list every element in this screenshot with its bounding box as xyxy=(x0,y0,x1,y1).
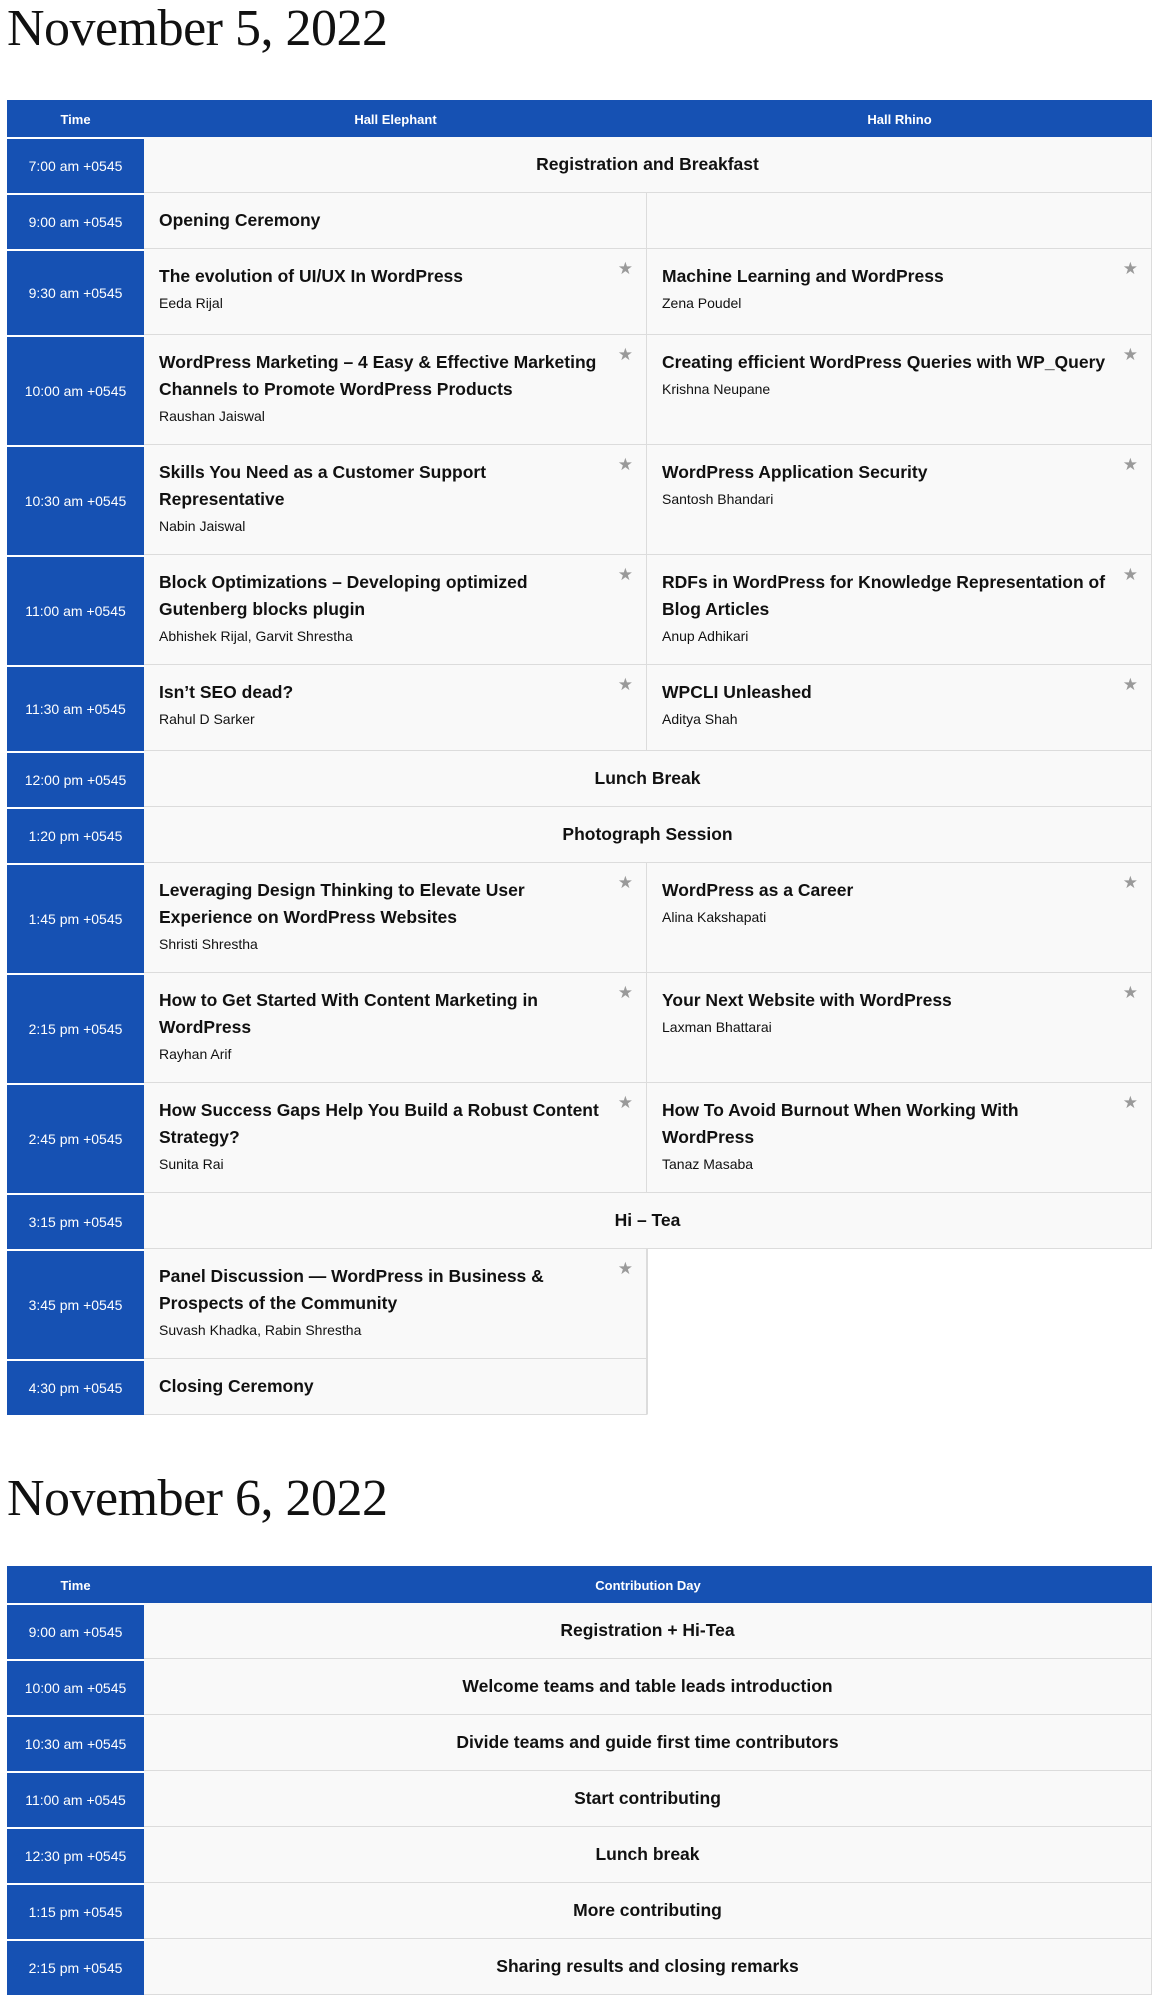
session-speakers: Shristi Shrestha xyxy=(159,936,258,952)
header-hall-elephant: Hall Elephant xyxy=(144,100,647,137)
time-slot: 10:30 am +0545 xyxy=(7,445,144,555)
time-slot: 3:15 pm +0545 xyxy=(7,1193,144,1249)
session-cell xyxy=(647,555,1152,665)
time-slot: 11:00 am +0545 xyxy=(7,1771,144,1827)
session-cell xyxy=(144,863,647,973)
star-icon[interactable]: ★ xyxy=(617,1093,633,1112)
session-cell xyxy=(647,863,1152,973)
session-title: Start contributing xyxy=(574,1788,721,1808)
session-speakers: Nabin Jaiswal xyxy=(159,518,246,534)
session-cell xyxy=(144,193,647,249)
session-cell xyxy=(144,335,647,445)
day-1-schedule-grid xyxy=(7,100,1152,1415)
session-cell xyxy=(144,1659,1152,1715)
star-icon[interactable]: ★ xyxy=(617,259,633,278)
session-title: Isn’t SEO dead? xyxy=(159,682,294,702)
session-cell xyxy=(647,973,1152,1083)
session-speakers: Raushan Jaiswal xyxy=(159,408,265,424)
session-cell xyxy=(144,1771,1152,1827)
star-icon[interactable]: ★ xyxy=(1122,873,1138,892)
star-icon[interactable]: ★ xyxy=(1122,455,1138,474)
session-speakers: Santosh Bhandari xyxy=(662,491,774,507)
session-cell xyxy=(647,665,1152,751)
star-icon[interactable]: ★ xyxy=(1122,1093,1138,1112)
time-slot: 1:15 pm +0545 xyxy=(7,1883,144,1939)
session-speakers: Aditya Shah xyxy=(662,711,738,727)
time-slot: 12:00 pm +0545 xyxy=(7,751,144,807)
session-title: Registration + Hi-Tea xyxy=(560,1620,735,1640)
time-slot: 10:30 am +0545 xyxy=(7,1715,144,1771)
session-cell xyxy=(144,555,647,665)
break-cell xyxy=(144,137,1152,193)
session-title: Leveraging Design Thinking to Elevate User Experience on WordPress Websites xyxy=(159,880,525,927)
star-icon[interactable]: ★ xyxy=(617,565,633,584)
session-speakers: Rayhan Arif xyxy=(159,1046,232,1062)
time-slot: 2:15 pm +0545 xyxy=(7,1939,144,1995)
session-speakers: Sunita Rai xyxy=(159,1156,224,1172)
session-title: More contributing xyxy=(573,1900,722,1920)
star-icon[interactable]: ★ xyxy=(617,983,633,1002)
session-title: Block Optimizations – Developing optimized Gutenberg blocks plugin xyxy=(159,572,528,619)
time-slot: 9:00 am +0545 xyxy=(7,193,144,249)
session-cell xyxy=(144,1827,1152,1883)
session-cell xyxy=(647,335,1152,445)
time-slot: 10:00 am +0545 xyxy=(7,1659,144,1715)
time-slot: 11:00 am +0545 xyxy=(7,555,144,665)
session-cell xyxy=(144,445,647,555)
session-title: Lunch break xyxy=(595,1844,700,1864)
header-contribution-day: Contribution Day xyxy=(144,1566,1152,1603)
time-slot: 9:30 am +0545 xyxy=(7,249,144,335)
session-title: RDFs in WordPress for Knowledge Representation of Blog Articles xyxy=(662,572,1106,619)
session-cell xyxy=(647,1083,1152,1193)
session-cell xyxy=(144,665,647,751)
time-slot: 1:20 pm +0545 xyxy=(7,807,144,863)
empty-cell xyxy=(647,1249,1152,1415)
session-cell xyxy=(144,1359,647,1415)
star-icon[interactable]: ★ xyxy=(617,873,633,892)
session-speakers: Laxman Bhattarai xyxy=(662,1019,772,1035)
session-speakers: Abhishek Rijal, Garvit Shrestha xyxy=(159,628,353,644)
session-title: The evolution of UI/UX In WordPress xyxy=(159,266,464,286)
time-slot: 11:30 am +0545 xyxy=(7,665,144,751)
time-slot: 12:30 pm +0545 xyxy=(7,1827,144,1883)
star-icon[interactable]: ★ xyxy=(1122,259,1138,278)
session-cell xyxy=(144,1249,647,1359)
session-title: Your Next Website with WordPress xyxy=(662,990,952,1010)
session-cell xyxy=(144,1083,647,1193)
session-title: WPCLI Unleashed xyxy=(662,682,812,702)
header-time: Time xyxy=(7,1566,144,1603)
header-time: Time xyxy=(7,100,144,137)
break-title: Lunch Break xyxy=(594,768,701,788)
session-title: Creating efficient WordPress Queries with WP_Query xyxy=(662,352,1106,372)
session-title: WordPress Marketing – 4 Easy & Effective Marketing Channels to Promote WordPress Products xyxy=(159,352,597,399)
session-cell xyxy=(647,445,1152,555)
session-cell xyxy=(144,1603,1152,1659)
star-icon[interactable]: ★ xyxy=(1122,565,1138,584)
session-speakers: Eeda Rijal xyxy=(159,295,223,311)
break-cell xyxy=(144,807,1152,863)
session-title: Closing Ceremony xyxy=(159,1376,314,1396)
session-cell xyxy=(144,973,647,1083)
session-title: Machine Learning and WordPress xyxy=(662,266,944,286)
session-title: WordPress Application Security xyxy=(662,462,928,482)
day-1-title: November 5, 2022 xyxy=(7,0,388,57)
time-slot: 4:30 pm +0545 xyxy=(7,1359,144,1415)
break-title: Registration and Breakfast xyxy=(536,154,759,174)
star-icon[interactable]: ★ xyxy=(617,345,633,364)
session-cell xyxy=(144,249,647,335)
star-icon[interactable]: ★ xyxy=(1122,345,1138,364)
session-cell xyxy=(144,1883,1152,1939)
session-title: WordPress as a Career xyxy=(662,880,854,900)
session-cell xyxy=(647,249,1152,335)
time-slot: 7:00 am +0545 xyxy=(7,137,144,193)
time-slot: 1:45 pm +0545 xyxy=(7,863,144,973)
time-slot: 3:45 pm +0545 xyxy=(7,1249,144,1359)
session-title: Welcome teams and table leads introduction xyxy=(462,1676,833,1696)
time-slot: 2:15 pm +0545 xyxy=(7,973,144,1083)
session-cell xyxy=(144,1715,1152,1771)
session-title: How Success Gaps Help You Build a Robust Content Strategy? xyxy=(159,1100,599,1147)
day-2-title: November 6, 2022 xyxy=(7,1470,388,1527)
day-2-schedule-grid xyxy=(7,1566,1152,1995)
session-title: How to Get Started With Content Marketing in WordPress xyxy=(159,990,539,1037)
star-icon[interactable]: ★ xyxy=(1122,983,1138,1002)
star-icon[interactable]: ★ xyxy=(617,455,633,474)
session-title: Panel Discussion — WordPress in Business & Prospects of the Community xyxy=(159,1266,544,1313)
session-speakers: Tanaz Masaba xyxy=(662,1156,754,1172)
session-speakers: Anup Adhikari xyxy=(662,628,749,644)
session-speakers: Rahul D Sarker xyxy=(159,711,255,727)
session-title: Sharing results and closing remarks xyxy=(496,1956,799,1976)
time-slot: 9:00 am +0545 xyxy=(7,1603,144,1659)
session-speakers: Krishna Neupane xyxy=(662,381,771,397)
session-title: Divide teams and guide first time contributors xyxy=(456,1732,839,1752)
break-cell xyxy=(144,1193,1152,1249)
break-cell xyxy=(144,751,1152,807)
empty-cell xyxy=(647,193,1152,249)
session-speakers: Suvash Khadka, Rabin Shrestha xyxy=(159,1322,362,1338)
session-title: Opening Ceremony xyxy=(159,210,321,230)
star-icon[interactable]: ★ xyxy=(1122,675,1138,694)
session-speakers: Zena Poudel xyxy=(662,295,742,311)
time-slot: 10:00 am +0545 xyxy=(7,335,144,445)
session-title: How To Avoid Burnout When Working With WordPress xyxy=(662,1100,1019,1147)
session-title: Skills You Need as a Customer Support Representative xyxy=(159,462,487,509)
break-title: Photograph Session xyxy=(562,824,733,844)
break-title: Hi – Tea xyxy=(614,1210,681,1230)
session-speakers: Alina Kakshapati xyxy=(662,909,767,925)
star-icon[interactable]: ★ xyxy=(617,1259,633,1278)
session-cell xyxy=(144,1939,1152,1995)
star-icon[interactable]: ★ xyxy=(617,675,633,694)
header-hall-rhino: Hall Rhino xyxy=(647,100,1152,137)
time-slot: 2:45 pm +0545 xyxy=(7,1083,144,1193)
